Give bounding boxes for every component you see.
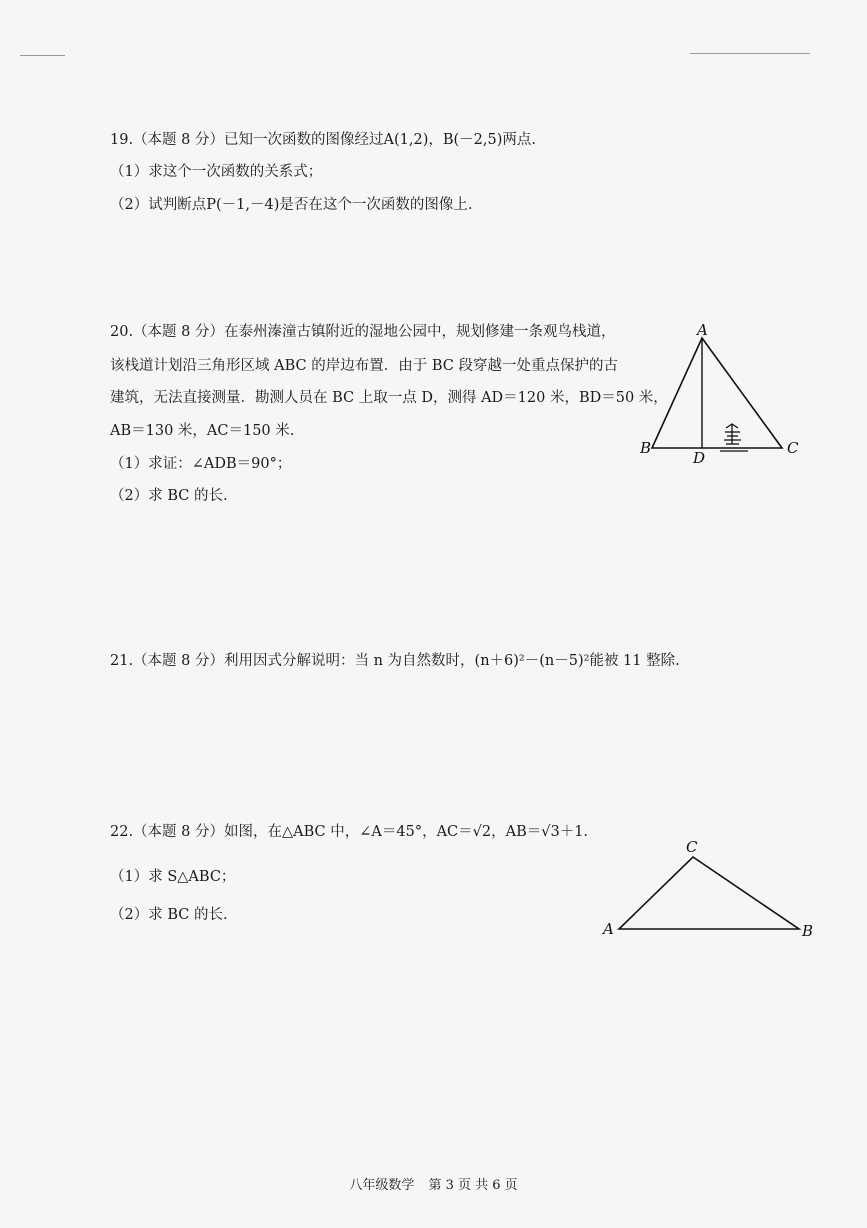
q22-label-b: B xyxy=(802,922,814,940)
q19-stem: 19.（本题 8 分）已知一次函数的图像经过A(1,2)，B(－2,5)两点. xyxy=(110,132,536,148)
q20-line3: 建筑，无法直接测量．勘测人员在 BC 上取一点 D，测得 AD＝120 米，BD＝50 米， xyxy=(110,390,668,406)
q20-line4: AB＝130 米，AC＝150 米. xyxy=(110,423,295,439)
q22-part2: （2）求 BC 的长. xyxy=(110,907,228,923)
q20-label-a: A xyxy=(697,321,708,339)
q22-stem: 22.（本题 8 分）如图，在△ABC 中，∠A＝45°，AC＝√2，AB＝√3＋1. xyxy=(110,824,589,840)
q20-line2: 该栈道计划沿三角形区域 ABC 的岸边布置．由于 BC 段穿越一处重点保护的古 xyxy=(110,358,618,374)
ancient-building-icon xyxy=(720,424,748,451)
footer-page-number: 第 3 页 共 6 页 xyxy=(428,1178,518,1193)
q20-label-c: C xyxy=(787,439,799,457)
page-footer xyxy=(0,1174,867,1193)
q20-part2: （2）求 BC 的长. xyxy=(110,488,228,504)
q22-triangle-abc xyxy=(619,857,799,929)
q22-triangle-figure xyxy=(595,835,825,945)
q20-line1: 20.（本题 8 分）在泰州溱潼古镇附近的湿地公园中，规划修建一条观鸟栈道， xyxy=(110,324,616,340)
q20-part1: （1）求证：∠ADB＝90°； xyxy=(110,456,292,472)
q20-label-b: B xyxy=(640,439,652,457)
scan-edge-line-left xyxy=(20,55,65,56)
q21-stem: 21.（本题 8 分）利用因式分解说明：当 n 为自然数时，(n＋6)²－(n－5)²能被 11 整除. xyxy=(110,653,680,669)
q19-part2: （2）试判断点P(－1,－4)是否在这个一次函数的图像上. xyxy=(110,197,473,213)
scan-edge-line-right xyxy=(690,53,810,54)
q20-triangle-figure xyxy=(630,320,810,470)
q19-part1: （1）求这个一次函数的关系式； xyxy=(110,164,323,180)
q22-label-c: C xyxy=(686,838,698,856)
footer-subject: 八年级数学 xyxy=(349,1178,415,1193)
q22-part1: （1）求 S△ABC； xyxy=(110,869,236,885)
q22-label-a: A xyxy=(603,920,614,938)
q20-triangle-abc xyxy=(652,338,782,448)
q20-label-d: D xyxy=(693,449,706,467)
